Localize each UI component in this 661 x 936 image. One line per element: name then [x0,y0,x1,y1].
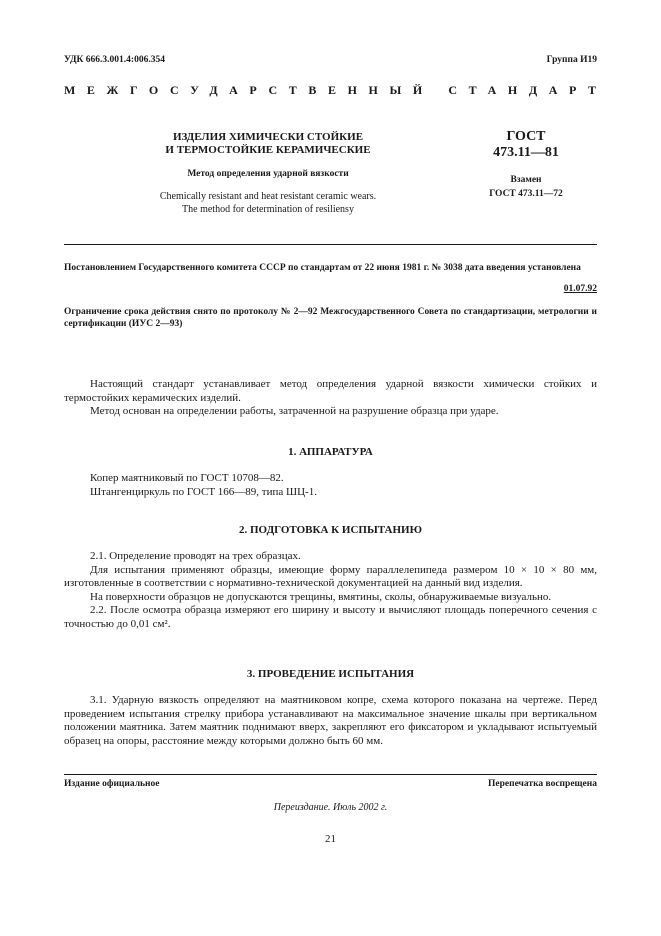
limitation-text: Ограничение срока действия снято по протоколу № 2—92 Межгосударственного Совета по стандартизации, метрологии и сертификации (ИУС 2—93) [64,307,597,329]
apparatus-line-1: Копер маятниковый по ГОСТ 10708—82. [90,472,284,484]
udk-code: УДК 666.3.001.4:006.354 [64,55,165,65]
reissue-note: Переиздание. Июль 2002 г. [273,802,388,813]
gost-label: ГОСТ [506,129,546,144]
section-3-paragraph-1: 3.1. Ударную вязкость определяют на маятниковом копре, схема которого показана на чертеже. Перед проведением испытания стрелку прибора устанавливают на максимальное значение шкалы при вертикальном положении маятника. Затем маятник поднимают вверх, закрепляют его фиксатором и укладывают испытуемый образец на опоры, расстояние между которыми должно быть 60 мм. [64,694,597,747]
replaces-label: Взамен [510,175,542,185]
title-line-2: И ТЕРМОСТОЙКИЕ КЕРАМИЧЕСКИЕ [165,144,371,156]
decree-text: Постановлением Государственного комитета СССР по стандартам от 22 июня 1981 г. № 3038 дата введения установлена [64,263,581,273]
method-title: Метод определения ударной вязкости [187,169,349,179]
section-2-paragraph-3: На поверхности образцов не допускаются трещины, вмятины, сколы, обнаруживаемые визуально. [90,590,552,603]
english-title-2: The method for determination of resiliensy [182,204,354,215]
section-3-body [64,694,597,748]
intro-paragraph-2: Метод основан на определении работы, затраченной на разрушение образца при ударе. [90,405,499,418]
title-block [118,131,418,216]
group-code: Группа И19 [546,55,597,65]
reprint-banned: Перепечатка воспрещена [487,779,597,789]
section-3-title: 3. ПРОВЕДЕНИЕ ИСПЫТАНИЯ [246,668,415,680]
gost-number: 473.11—81 [493,145,559,160]
page-number: 21 [325,833,336,845]
intro-paragraph-1: Настоящий стандарт устанавливает метод определения ударной вязкости химически стойких и термостойких керамических изделий. [64,378,597,404]
english-title-1: Chemically resistant and heat resistant ceramic wears. [159,191,377,202]
apparatus-line-2: Штангенциркуль по ГОСТ 166—89, типа ШЦ-1. [90,485,317,498]
section-2-paragraph-1: 2.1. Определение проводят на трех образцах. [90,550,301,562]
section-2-body [64,550,597,632]
replaces-standard: ГОСТ 473.11—72 [489,189,563,199]
section-2-paragraph-4: 2.2. После осмотра образца измеряют его ширину и высоту и вычисляют площадь поперечного сечения с точностью до 0,01 см². [64,604,597,630]
gost-block [456,129,596,201]
section-2-paragraph-2: Для испытания применяют образцы, имеющие форму параллелепипеда размером 10 × 10 × 80 мм, изготовленные в соответствии с нормативно-технической документацией на данный вид изделия. [64,563,597,590]
header-divider [64,244,597,245]
standard-banner: МЕЖГОСУДАРСТВЕННЫЙ СТАНДАРТ [64,83,608,97]
section-1-title: 1. АППАРАТУРА [288,446,373,458]
section-1-body [64,472,597,499]
introduction-date: 01.07.92 [563,284,597,294]
intro-text [64,378,597,419]
official-edition: Издание официальное [64,779,160,789]
title-line-1: ИЗДЕЛИЯ ХИМИЧЕСКИ СТОЙКИЕ [172,131,364,143]
footer-divider [64,774,597,775]
section-2-title: 2. ПОДГОТОВКА К ИСПЫТАНИЮ [239,524,422,536]
